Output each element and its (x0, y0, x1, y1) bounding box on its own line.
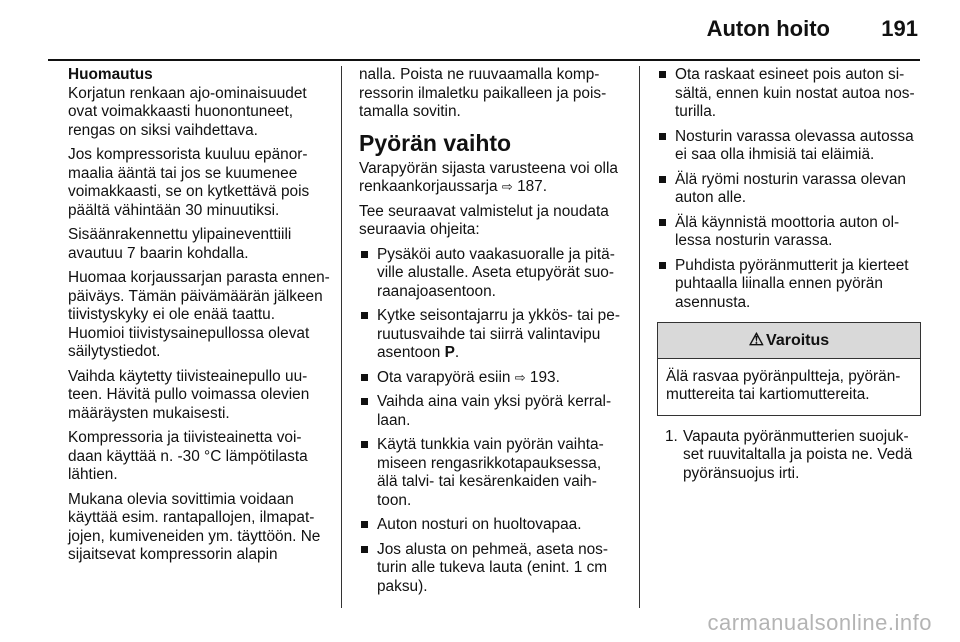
instructions-paragraph: Tee seuraavat valmistelut ja noudata seuraavia ohjeita: (359, 202, 609, 238)
gear-position-p: P (444, 344, 455, 361)
page-reference[interactable]: 187. (517, 178, 548, 195)
square-bullet-icon (361, 398, 368, 405)
list-item: Jos alusta on pehmeä, aseta nosturin alle tukeva lauta (enint. 1 cm paksu). (359, 541, 623, 597)
square-bullet-icon (361, 312, 368, 319)
square-bullet-icon (659, 219, 666, 226)
header-rule (48, 59, 920, 61)
square-bullet-icon (361, 251, 368, 258)
step-item: 1. Vapauta pyöränmutterien suojukset ruuvitaltalla ja poista ne. Vedä pyöränsuojus irti. (665, 427, 913, 482)
warning-box (657, 322, 921, 416)
warning-triangle-icon: ⚠ (748, 330, 765, 349)
warning-title: Varoitus (766, 332, 830, 349)
square-bullet-icon (659, 71, 666, 78)
arrow-reference-icon: ⇨ (514, 369, 526, 385)
step-number: 1. (665, 427, 678, 445)
page-number: 191 (881, 16, 918, 41)
running-title: Auton hoito (706, 16, 830, 41)
list-item: Käytä tunkkia vain pyörän vaihtamiseen rengasrikkotapauksessa, älä talvi- tai kesärenkaiden vaihtoon. (359, 436, 623, 510)
paragraph: Huomaa korjaussarjan parasta ennen-päiväys. Tämän päivämäärän jälkeen tiivistyskyky ei ole enää taattu. Huomioi tiivistysainepullossa olevat säilytystiedot. (68, 269, 330, 360)
arrow-reference-icon: ⇨ (501, 179, 513, 194)
square-bullet-icon (361, 521, 368, 528)
list-item: Kytke seisontajarru ja ykkös- tai peruutusvaihde tai siirrä valintavipu asentoon P. (359, 307, 623, 363)
bullet-list (657, 66, 921, 312)
square-bullet-icon (361, 546, 368, 553)
section-heading: Pyörän vaihto (359, 129, 512, 156)
warning-text: Älä rasvaa pyöränpultteja, pyöränmuttereita tai kartiomuttereita. (666, 367, 901, 403)
column-divider-right (639, 66, 640, 608)
watermark: carmanualsonline.info (707, 610, 932, 635)
paragraph-continuation: nalla. Poista ne ruuvaamalla kompressorin ilmaletku paikalleen ja poistamalla sovitin. (359, 66, 607, 120)
paragraph: Jos kompressorista kuuluu epänormaalia ääntä tai jos se kuumenee voimakkaasti, se on kytkettävä pois päältä vähintään 30 minuutiksi. (68, 146, 310, 219)
list-item: Pysäköi auto vaakasuoralle ja pitäville alustalle. Aseta etupyörät suoraanajoasentoon. (359, 246, 623, 302)
bullet-list (359, 246, 623, 597)
paragraph: Kompressoria ja tiivisteainetta voidaan käyttää n. -30 °C lämpötilasta lähtien. (68, 429, 308, 483)
paragraph: Mukana olevia sovittimia voidaan käyttää esim. rantapallojen, ilmapatjojen, kumiveneiden ym. täyttöön. Ne sijaitsevat kompressorin alapin (68, 490, 321, 563)
square-bullet-icon (361, 374, 368, 381)
square-bullet-icon (659, 262, 666, 269)
paragraph: Korjatun renkaan ajo-ominaisuudet ovat voimakkaasti huonontuneet, rengas on siksi vaihdettava. (68, 84, 307, 139)
list-item: Älä käynnistä moottoria auton ollessa nosturin varassa. (657, 214, 921, 251)
intro-paragraph: Varapyörän sijasta varusteena voi olla renkaankorjaussarja ⇨ 187. (359, 159, 618, 195)
note-title: Huomautus (68, 66, 153, 83)
warning-header (658, 323, 920, 359)
list-item: Puhdista pyöränmutterit ja kierteet puhtaalla liinalla ennen pyörän asennusta. (657, 257, 921, 313)
column-divider-left (341, 66, 342, 608)
square-bullet-icon (659, 176, 666, 183)
page-reference[interactable]: 193. (529, 368, 560, 386)
paragraph: Vaihda käytetty tiivisteainepullo uuteen. Hävitä pullo voimassa olevien määräysten mukaisesti. (68, 367, 310, 422)
square-bullet-icon (659, 133, 666, 140)
column-right (657, 66, 921, 483)
list-item: Älä ryömi nosturin varassa olevan auton alle. (657, 171, 921, 208)
list-item: Ota raskaat esineet pois auton sisältä, ennen kuin nostat autoa nosturilla. (657, 66, 921, 122)
column-left (68, 66, 330, 571)
list-item: Nosturin varassa olevassa autossa ei saa olla ihmisiä tai eläimiä. (657, 128, 921, 165)
paragraph: Sisäänrakennettu ylipaineventtiili avautuu 7 baarin kohdalla. (68, 226, 292, 262)
step-list (657, 428, 921, 484)
list-item: Vaihda aina vain yksi pyörä kerrallaan. (359, 393, 623, 430)
page-header (0, 0, 960, 52)
list-item: Ota varapyörä esiin ⇨ 193. (359, 369, 623, 388)
column-middle (359, 66, 623, 602)
square-bullet-icon (361, 441, 368, 448)
list-item: Auton nosturi on huoltovapaa. (359, 516, 623, 535)
